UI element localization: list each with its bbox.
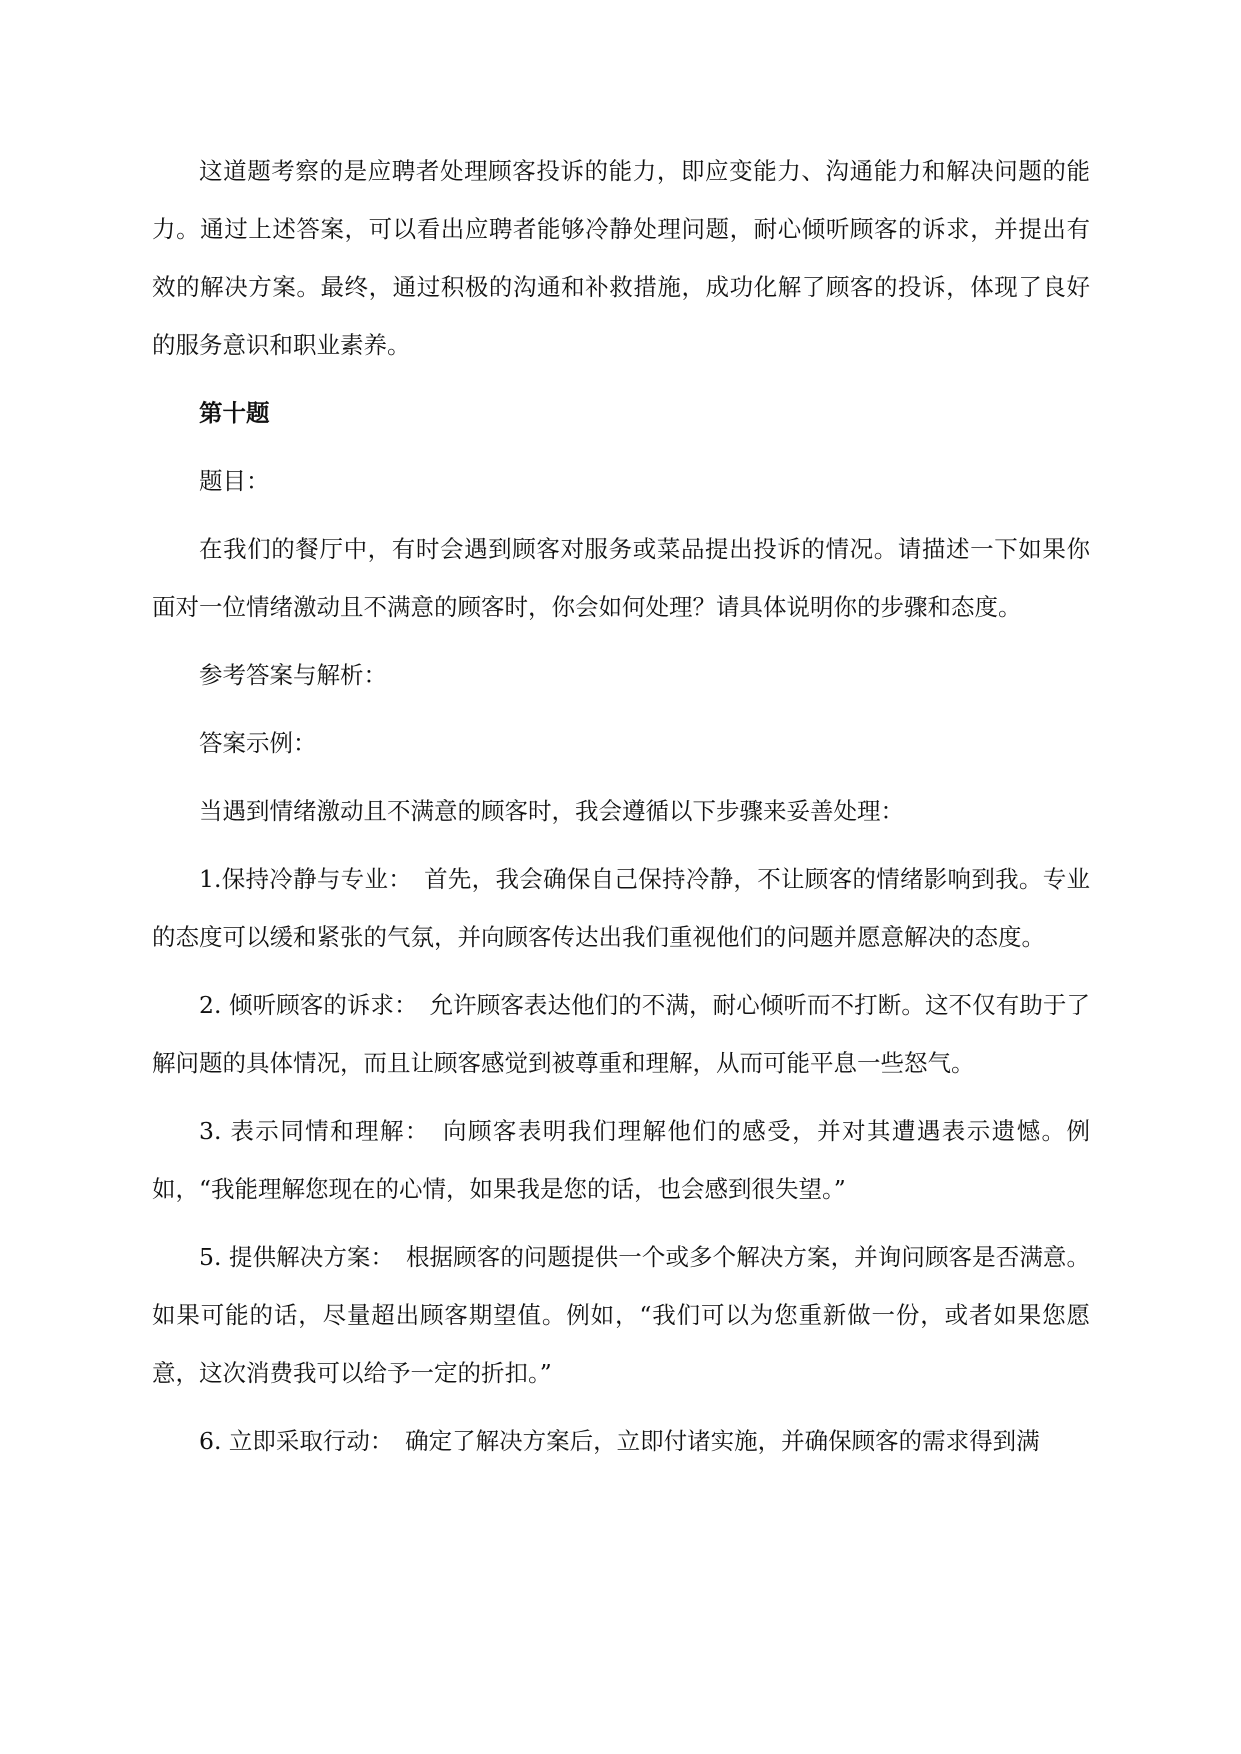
question-text: 在我们的餐厅中，有时会遇到顾客对服务或菜品提出投诉的情况。请描述一下如果你面对一位情绪激动且不满意的顾客时，你会如何处理？请具体说明你的步骤和态度。 (152, 535, 1090, 621)
step-3: 3. 表示同情和理解： 向顾客表明我们理解他们的感受，并对其遭遇表示遗憾。例如，“我能理解您现在的心情，如果我是您的话，也会感到很失望。” (152, 1117, 1090, 1203)
question-label: 题目： (199, 467, 270, 495)
step-6: 6. 立即采取行动： 确定了解决方案后，立即付诸实施，并确保顾客的需求得到满 (199, 1427, 1040, 1455)
answer-example-label: 答案示例： (199, 729, 317, 757)
document-page (152, 142, 1090, 1470)
question-heading: 第十题 (199, 399, 270, 427)
step-1: 1.保持冷静与专业： 首先，我会确保自己保持冷静，不让顾客的情绪影响到我。专业的态度可以缓和紧张的气氛，并向顾客传达出我们重视他们的问题并愿意解决的态度。 (152, 865, 1090, 951)
answer-intro: 当遇到情绪激动且不满意的顾客时，我会遵循以下步骤来妥善处理： (199, 797, 904, 825)
step-5: 5. 提供解决方案： 根据顾客的问题提供一个或多个解决方案，并询问顾客是否满意。如果可能的话，尽量超出顾客期望值。例如，“我们可以为您重新做一份，或者如果您愿意，这次消费我可以给予一定的折扣。” (152, 1243, 1090, 1387)
answer-analysis-label: 参考答案与解析： (199, 661, 387, 689)
analysis-paragraph: 这道题考察的是应聘者处理顾客投诉的能力，即应变能力、沟通能力和解决问题的能力。通过上述答案，可以看出应聘者能够冷静处理问题，耐心倾听顾客的诉求，并提出有效的解决方案。最终，通过积极的沟通和补救措施，成功化解了顾客的投诉，体现了良好的服务意识和职业素养。 (152, 157, 1090, 359)
step-2: 2. 倾听顾客的诉求： 允许顾客表达他们的不满，耐心倾听而不打断。这不仅有助于了解问题的具体情况，而且让顾客感觉到被尊重和理解，从而可能平息一些怒气。 (152, 991, 1090, 1077)
